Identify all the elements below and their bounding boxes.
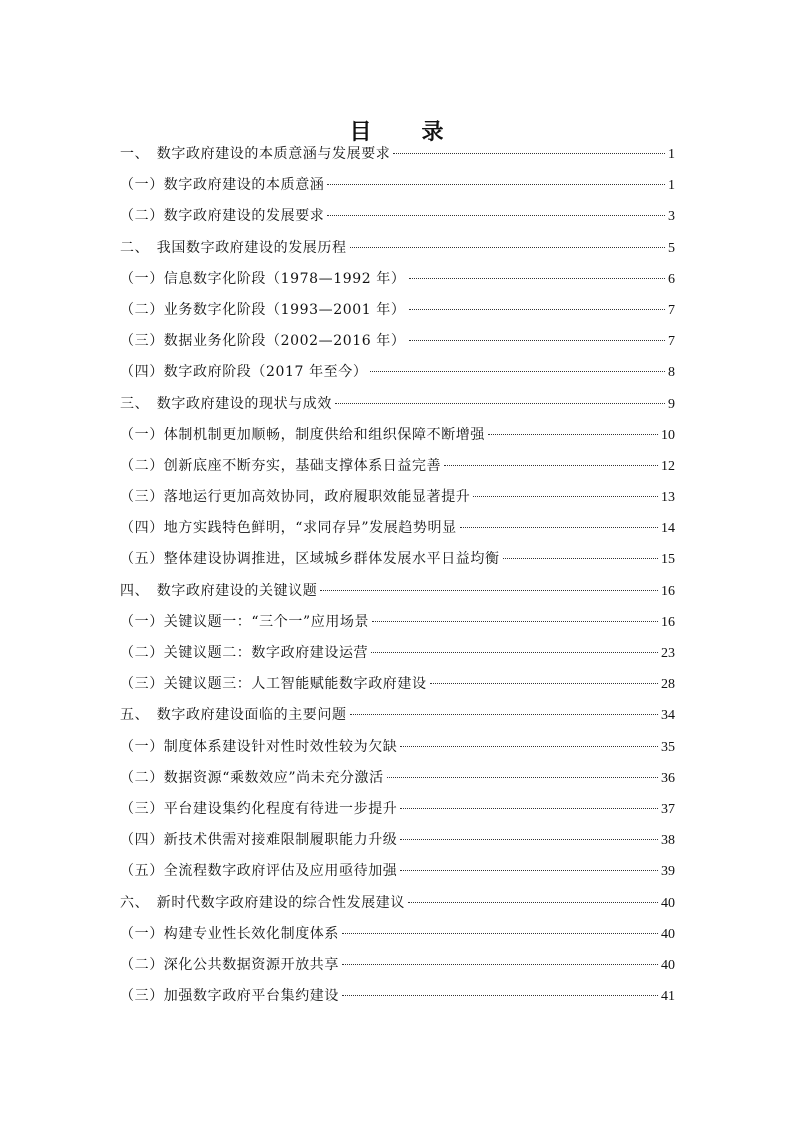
toc-entry-page-number: 38 (661, 833, 675, 849)
toc-entry-label: （二）关键议题二：数字政府建设运营 (120, 645, 369, 661)
toc-entry[interactable] (120, 825, 675, 856)
toc-entry[interactable] (120, 482, 675, 513)
toc-entry-page-number: 15 (661, 552, 675, 568)
toc-entry-page-number: 41 (661, 989, 675, 1005)
dot-leader (327, 184, 665, 185)
dot-leader (400, 870, 658, 871)
toc-entry-page-number: 3 (668, 209, 675, 225)
toc-entry[interactable] (120, 981, 675, 1012)
toc-entry-page-number: 34 (661, 708, 675, 724)
toc-entry-label: （四）新技术供需对接难限制履职能力升级 (120, 832, 398, 849)
toc-entry-page-number: 39 (661, 864, 675, 880)
toc-entry-label: 三、 数字政府建设的现状与成效 (120, 395, 332, 412)
toc-entry-label: （三）平台建设集约化程度有待进一步提升 (120, 800, 398, 817)
toc-entry-page-number: 16 (661, 583, 675, 599)
toc-entry-label: （一）信息数字化阶段（1978—1992 年） (120, 270, 406, 287)
toc-entry-label: 六、 新时代数字政府建设的综合性发展建议 (120, 894, 405, 911)
toc-entry[interactable] (120, 420, 675, 451)
dot-leader (488, 434, 658, 435)
toc-entry-label: （四）数字政府阶段（2017 年至今） (120, 364, 368, 381)
toc-entry[interactable] (120, 794, 675, 825)
dot-leader (387, 777, 658, 778)
table-of-contents (120, 139, 675, 1012)
dot-leader (372, 621, 658, 622)
dot-leader (473, 496, 658, 497)
toc-entry-label: 五、 数字政府建设面临的主要问题 (120, 707, 347, 724)
toc-entry[interactable] (120, 856, 675, 887)
dot-leader (409, 309, 665, 310)
toc-entry-page-number: 9 (668, 396, 675, 412)
toc-entry-page-number: 14 (661, 521, 675, 537)
toc-entry[interactable] (120, 544, 675, 575)
toc-entry[interactable] (120, 732, 675, 763)
toc-entry[interactable] (120, 233, 675, 264)
dot-leader (409, 278, 665, 279)
dot-leader (503, 558, 658, 559)
dot-leader (320, 590, 658, 591)
toc-entry-label: （三）数据业务化阶段（2002—2016 年） (120, 333, 406, 350)
dot-leader (350, 714, 658, 715)
toc-entry[interactable] (120, 389, 675, 420)
toc-entry-page-number: 36 (661, 770, 675, 786)
toc-entry[interactable] (120, 326, 675, 357)
dot-leader (393, 153, 665, 154)
toc-entry[interactable] (120, 357, 675, 388)
dot-leader (444, 465, 658, 466)
page-title: 目 录 (349, 119, 458, 145)
toc-entry[interactable] (120, 451, 675, 482)
toc-entry-label: （一）数字政府建设的本质意涵 (120, 177, 325, 194)
dot-leader (409, 340, 665, 341)
toc-entry-label: 一、 数字政府建设的本质意涵与发展要求 (120, 146, 391, 162)
toc-entry-label: （二）数据资源“乘数效应”尚未充分激活 (120, 769, 384, 786)
toc-entry-page-number: 7 (668, 334, 675, 350)
toc-entry-label: 二、 我国数字政府建设的发展历程 (120, 239, 347, 256)
dot-leader (460, 527, 658, 528)
toc-entry[interactable] (120, 669, 675, 700)
toc-entry-page-number: 35 (661, 739, 675, 755)
toc-entry[interactable] (120, 201, 675, 232)
toc-entry-label: （一）体制机制更加顺畅，制度供给和组织保障不断增强 (120, 426, 485, 443)
toc-entry[interactable] (120, 295, 675, 326)
toc-entry-label: （二）数字政府建设的发展要求 (120, 208, 325, 225)
toc-entry-page-number: 40 (661, 957, 675, 973)
toc-entry-label: （二）业务数字化阶段（1993—2001 年） (120, 301, 406, 318)
dot-leader (350, 247, 665, 248)
toc-entry[interactable] (120, 763, 675, 794)
dot-leader (371, 652, 658, 653)
toc-entry[interactable] (120, 264, 675, 295)
toc-entry-page-number: 12 (661, 458, 675, 474)
toc-entry[interactable] (120, 607, 675, 638)
dot-leader (335, 403, 665, 404)
toc-entry-page-number: 13 (661, 490, 675, 506)
dot-leader (327, 215, 665, 216)
toc-entry[interactable] (120, 919, 675, 950)
toc-entry-page-number: 28 (661, 677, 675, 693)
toc-entry-page-number: 40 (661, 926, 675, 942)
toc-entry[interactable] (120, 888, 675, 919)
toc-entry-page-number: 1 (668, 178, 675, 194)
toc-entry-page-number: 8 (668, 365, 675, 381)
toc-entry-page-number: 23 (661, 646, 675, 661)
toc-entry-page-number: 10 (661, 427, 675, 443)
toc-entry-label: （四）地方实践特色鲜明，“求同存异”发展趋势明显 (120, 520, 457, 537)
toc-entry-label: （一）制度体系建设针对性时效性较为欠缺 (120, 738, 398, 755)
dot-leader (400, 808, 658, 809)
toc-entry-page-number: 40 (661, 895, 675, 911)
toc-entry-label: （三）落地运行更加高效协同，政府履职效能显著提升 (120, 489, 471, 506)
toc-entry-label: （五）全流程数字政府评估及应用亟待加强 (120, 863, 398, 880)
dot-leader (342, 964, 658, 965)
dot-leader (408, 902, 658, 903)
toc-entry-label: （一）关键议题一：“三个一”应用场景 (120, 613, 370, 630)
toc-entry-page-number: 7 (668, 302, 675, 318)
toc-entry-page-number: 6 (668, 271, 675, 287)
toc-entry-page-number: 16 (661, 614, 675, 630)
toc-entry[interactable] (120, 139, 675, 170)
dot-leader (370, 371, 665, 372)
dot-leader (400, 746, 658, 747)
dot-leader (342, 933, 658, 934)
toc-entry[interactable] (120, 638, 675, 669)
toc-entry-page-number: 5 (668, 240, 675, 256)
dot-leader (342, 995, 658, 996)
toc-entry-label: （二）创新底座不断夯实，基础支撑体系日益完善 (120, 457, 442, 474)
dot-leader (430, 683, 658, 684)
toc-entry-label: （三）加强数字政府平台集约建设 (120, 988, 339, 1005)
toc-entry[interactable] (120, 513, 675, 544)
toc-entry-label: 四、 数字政府建设的关键议题 (120, 582, 318, 599)
toc-entry-label: （一）构建专业性长效化制度体系 (120, 925, 339, 942)
toc-entry[interactable] (120, 700, 675, 731)
toc-entry-label: （五）整体建设协调推进，区域城乡群体发展水平日益均衡 (120, 551, 500, 568)
toc-entry-page-number: 1 (668, 147, 675, 162)
toc-entry-page-number: 37 (661, 801, 675, 817)
toc-entry-label: （三）关键议题三：人工智能赋能数字政府建设 (120, 676, 427, 693)
toc-entry[interactable] (120, 950, 675, 981)
toc-entry[interactable] (120, 170, 675, 201)
toc-entry-label: （二）深化公共数据资源开放共享 (120, 956, 339, 973)
dot-leader (400, 839, 658, 840)
toc-entry[interactable] (120, 576, 675, 607)
